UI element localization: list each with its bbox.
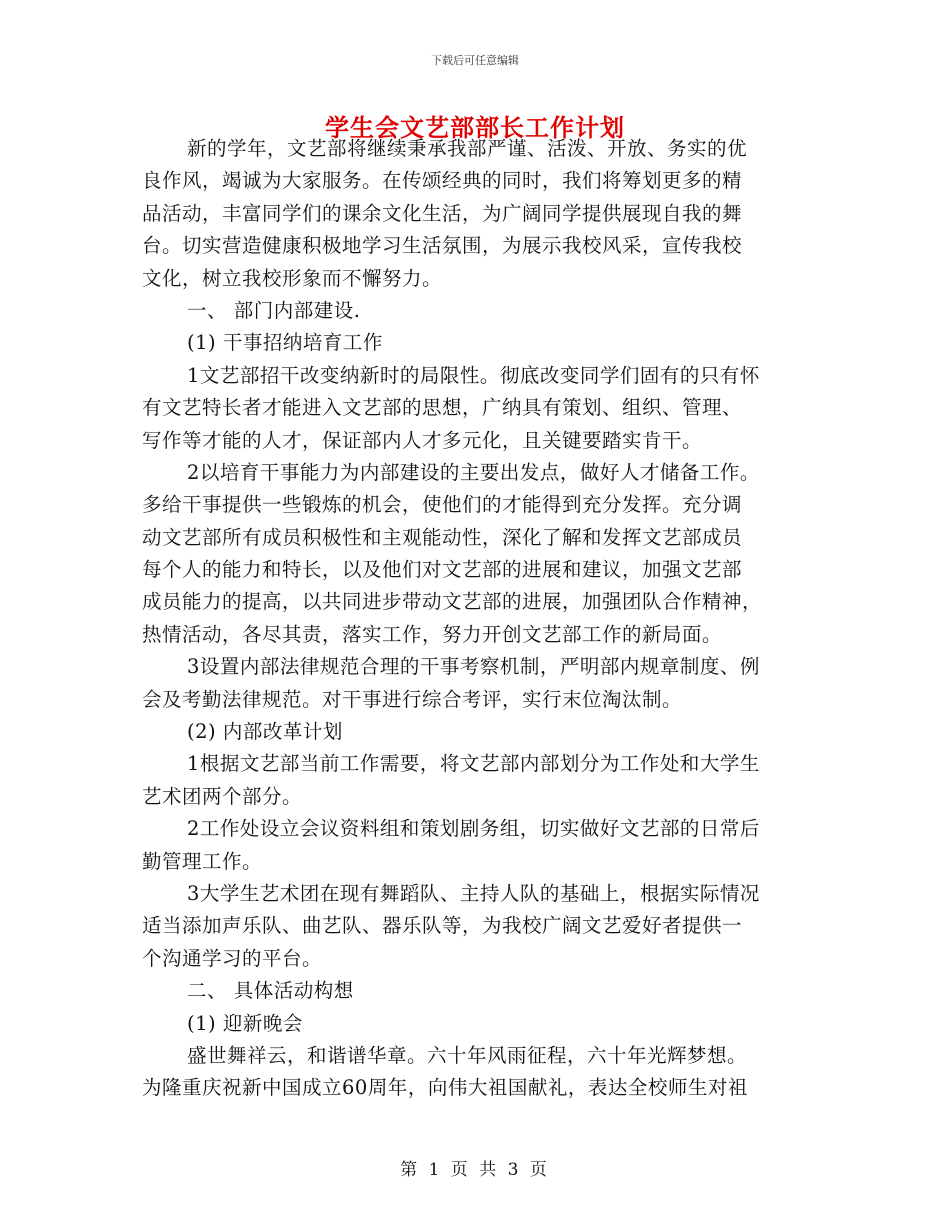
paragraph-line: 台。切实营造健康积极地学习生活氛围，为展示我校风采，宣传我校 bbox=[142, 234, 743, 258]
paragraph-line: 1根据文艺部当前工作需要，将文艺部内部划分为工作处和大学生 bbox=[187, 752, 760, 776]
page-number-footer: 第 1 页 共 3 页 bbox=[400, 1160, 550, 1180]
paragraph-line: 动文艺部所有成员积极性和主观能动性，深化了解和发挥文艺部成员 bbox=[142, 525, 743, 549]
paragraph-line: 适当添加声乐队、曲艺队、器乐队等，为我校广阔文艺爱好者提供一 bbox=[142, 914, 743, 938]
paragraph-line: 成员能力的提高，以共同进步带动文艺部的进展，加强团队合作精神， bbox=[142, 590, 763, 614]
paragraph-line: 盛世舞祥云，和谐谱华章。六十年风雨征程，六十年光辉梦想。 bbox=[187, 1043, 748, 1067]
paragraph-line: 品活动，丰富同学们的课余文化生活，为广阔同学提供展现自我的舞 bbox=[142, 201, 743, 225]
paragraph-line: 为隆重庆祝新中国成立60周年，向伟大祖国献礼，表达全校师生对祖 bbox=[142, 1076, 748, 1100]
section-heading: 二、 具体活动构想 bbox=[187, 979, 354, 1003]
paragraph-line: 良作风，竭诚为大家服务。在传颂经典的同时，我们将筹划更多的精 bbox=[142, 169, 743, 193]
paragraph-line: 2工作处设立会议资料组和策划剧务组，切实做好文艺部的日常后 bbox=[187, 817, 760, 841]
paragraph-line: 会及考勤法律规范。对干事进行综合考评，实行末位淘汰制。 bbox=[142, 687, 683, 711]
paragraph-line: 3设置内部法律规范合理的干事考察机制，严明部内规章制度、例 bbox=[187, 655, 760, 679]
paragraph-line: 热情活动，各尽其责，落实工作，努力开创文艺部工作的新局面。 bbox=[142, 622, 723, 646]
paragraph-line: 勤管理工作。 bbox=[142, 849, 263, 873]
document-title: 学生会文艺部部长工作计划 bbox=[325, 113, 625, 142]
paragraph-line: 每个人的能力和特长，以及他们对文艺部的进展和建议，加强文艺部 bbox=[142, 558, 743, 582]
paragraph-line: 文化，树立我校形象而不懈努力。 bbox=[142, 266, 443, 290]
page-header: 下载后可任意编辑 bbox=[431, 54, 519, 67]
subsection-heading: (1) 干事招纳培育工作 bbox=[187, 331, 383, 355]
paragraph-line: 个沟通学习的平台。 bbox=[142, 946, 323, 970]
section-heading: 一、 部门内部建设. bbox=[187, 298, 361, 322]
paragraph-line: 艺术团两个部分。 bbox=[142, 784, 303, 808]
subsection-heading: (1) 迎新晚会 bbox=[187, 1011, 303, 1035]
paragraph-line: 1文艺部招干改变纳新时的局限性。彻底改变同学们固有的只有怀 bbox=[187, 363, 760, 387]
document-body bbox=[142, 133, 812, 1105]
subsection-heading: (2) 内部改革计划 bbox=[187, 720, 343, 744]
paragraph-line: 有文艺特长者才能进入文艺部的思想，广纳具有策划、组织、管理、 bbox=[142, 396, 743, 420]
paragraph-line: 新的学年，文艺部将继续秉承我部严谨、活泼、开放、务实的优 bbox=[187, 137, 748, 160]
paragraph-line: 多给干事提供一些锻炼的机会，使他们的才能得到充分发挥。充分调 bbox=[142, 493, 743, 517]
paragraph-line: 3大学生艺术团在现有舞蹈队、主持人队的基础上，根据实际情况 bbox=[187, 881, 760, 905]
paragraph-line: 写作等才能的人才，保证部内人才多元化，且关键要踏实肯干。 bbox=[142, 428, 703, 452]
paragraph-line: 2以培育干事能力为内部建设的主要出发点，做好人才储备工作。 bbox=[187, 460, 760, 484]
